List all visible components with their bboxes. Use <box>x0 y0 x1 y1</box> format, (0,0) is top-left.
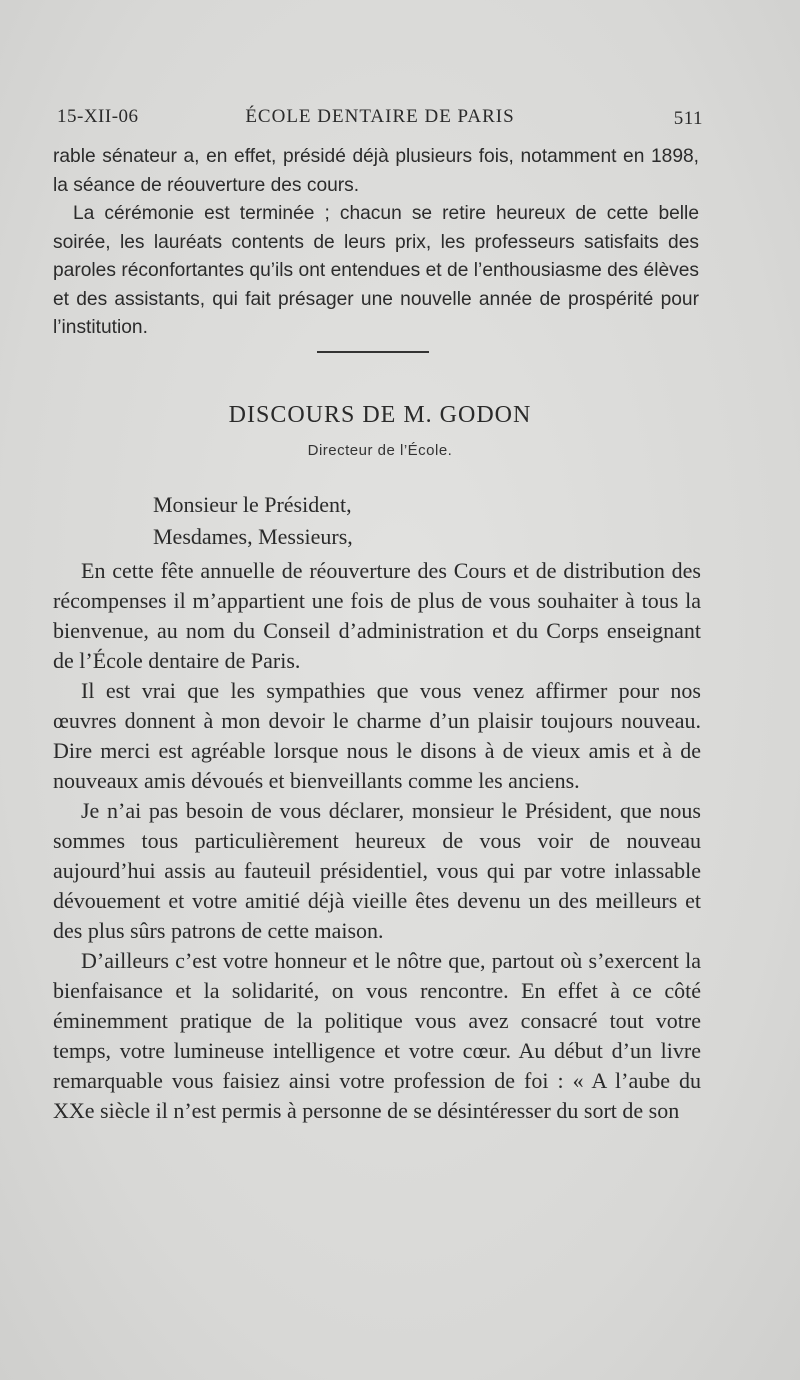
salutation-line: Mesdames, Messieurs, <box>153 524 353 549</box>
section-title: DISCOURS DE M. GODON <box>228 402 532 428</box>
page-number: 511 <box>673 108 703 129</box>
paragraph-continuation: rable sénateur a, en effet, présidé déjà plusieurs fois, notamment en 1898, la séance de réouverture des cours. <box>53 146 699 196</box>
speech-paragraph: D’ailleurs c’est votre honneur et le nôtre que, partout où s’exercent la bienfaisance et la solidarité, on vous rencontre. En effet à ce côté éminemment pratique de la politique vous avez consacré tout votre temps, votre lumineuse intelligence et votre cœur. Au début d’un livre remarquable vous faisiez ainsi votre profession de foi : « A l’aube du XXe siècle il n’est permis à personne de se désintéresser du sort de son <box>53 948 701 1123</box>
salutation-line: Monsieur le Président, <box>153 492 352 517</box>
speech-paragraph: En cette fête annuelle de réouverture des Cours et de distribution des récompenses il m’appartient une fois de plus de vous souhaiter à tous la bienvenue, au nom du Conseil d’administration et du Corps enseignant de l’École dentaire de Paris. <box>53 558 701 673</box>
running-header <box>57 106 703 136</box>
speech-body <box>53 556 701 1126</box>
speech-paragraph: Je n’ai pas besoin de vous déclarer, monsieur le Président, que nous sommes tous particulièrement heureux de vous voir de nouveau aujourd’hui assis au fauteuil présidentiel, vous qui par votre inlassable dévouement et votre amitié déjà vieille êtes devenu un des meilleurs et des plus sûrs patrons de cette maison. <box>53 798 701 943</box>
header-title: ÉCOLE DENTAIRE DE PARIS <box>245 106 515 127</box>
section-subtitle: Directeur de l’École. <box>307 442 453 459</box>
salutation <box>153 490 353 554</box>
section-divider <box>317 351 429 353</box>
speech-paragraph: Il est vrai que les sympathies que vous venez affirmer pour nos œuvres donnent à mon devoir le charme d’un plaisir toujours nouveau. Dire merci est agréable lorsque nous le disons à de vieux amis et à de nouveaux amis dévoués et bienveillants comme les anciens. <box>53 678 701 793</box>
previous-article-ending <box>53 143 699 343</box>
header-date: 15-XII-06 <box>57 106 139 127</box>
paragraph-ceremony: La cérémonie est terminée ; chacun se retire heureux de cette belle soirée, les lauréats contents de leurs prix, les professeurs satisfaits des paroles réconfortantes qu’ils ont entendues et de l’enthousiasme des élèves et des assistants, qui fait présager une nouvelle année de prospérité pour l’institution. <box>53 203 699 338</box>
